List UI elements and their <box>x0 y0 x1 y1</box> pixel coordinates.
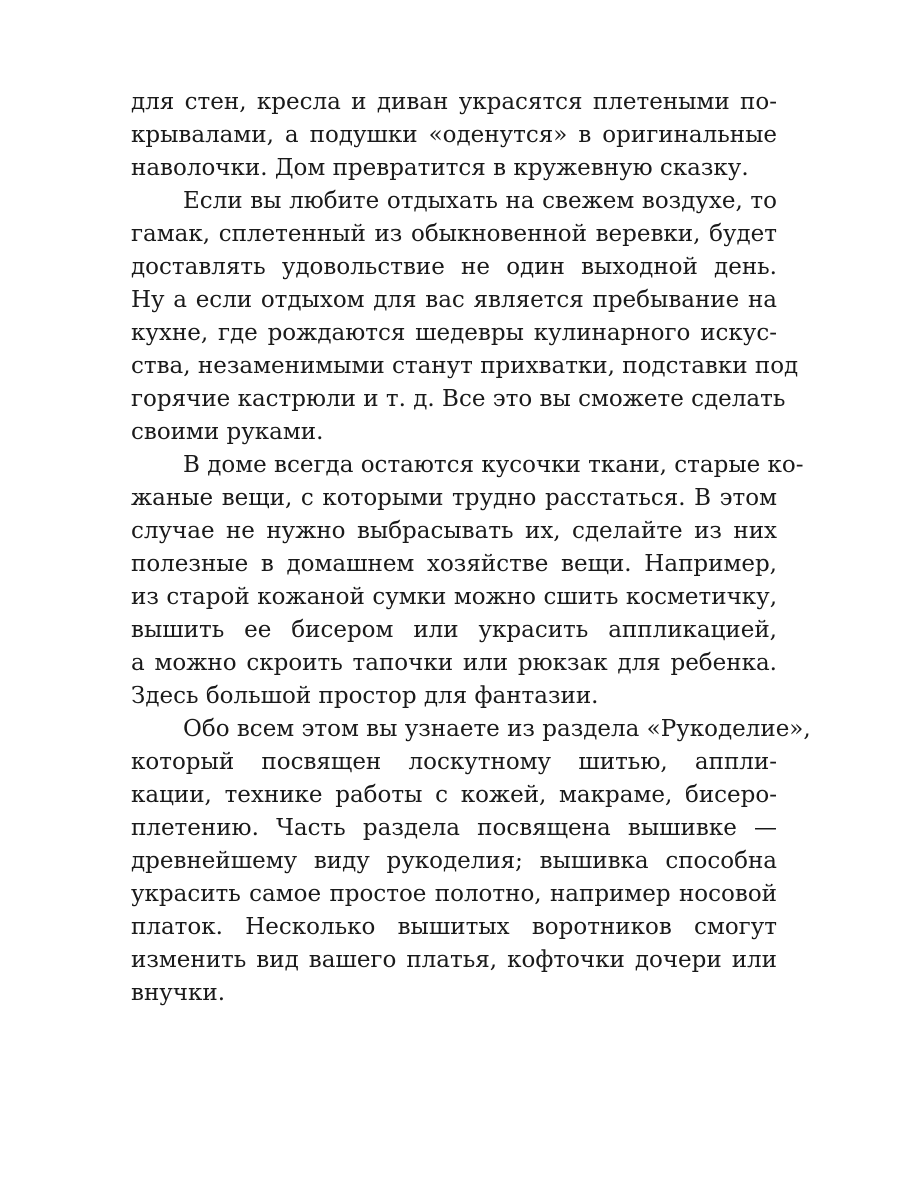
text-line: наволочки. Дом превратится в кружевную сказку. <box>131 155 749 181</box>
text-line: случае не нужно выбрасывать их, сделайте из них <box>131 518 777 544</box>
paragraph <box>131 449 804 713</box>
text-line: для стен, кресла и диван украсятся плетеными по- <box>131 89 777 115</box>
text-line: Здесь большой простор для фантазии. <box>131 683 599 709</box>
text-line: ства, незаменимыми станут прихватки, подставки под <box>131 353 799 379</box>
text-line: кации, технике работы с кожей, макраме, бисеро- <box>131 782 777 808</box>
text-line: украсить самое простое полотно, например носовой <box>131 881 777 907</box>
text-line: крывалами, а подушки «оденутся» в оригинальные <box>131 122 777 148</box>
text-line: Если вы любите отдыхать на свежем воздухе, то <box>183 188 777 214</box>
text-line: В доме всегда остаются кусочки ткани, старые ко- <box>183 452 804 478</box>
text-line: плетению. Часть раздела посвящена вышивке — <box>131 815 777 841</box>
text-line: Ну а если отдыхом для вас является пребывание на <box>131 287 777 313</box>
text-line: древнейшему виду рукоделия; вышивка способна <box>131 848 777 874</box>
text-line: а можно скроить тапочки или рюкзак для ребенка. <box>131 650 777 676</box>
paragraph <box>131 185 799 449</box>
text-line: полезные в домашнем хозяйстве вещи. Например, <box>131 551 777 577</box>
text-line: гамак, сплетенный из обыкновенной веревки, будет <box>131 221 777 247</box>
text-line: платок. Несколько вышитых воротников смогут <box>131 914 777 940</box>
text-line: внучки. <box>131 980 226 1006</box>
paragraph <box>131 86 777 185</box>
text-line: кухне, где рождаются шедевры кулинарного искус- <box>131 320 777 346</box>
text-line: доставлять удовольствие не один выходной день. <box>131 254 777 280</box>
text-line: своими руками. <box>131 419 324 445</box>
text-line: который посвящен лоскутному шитью, аппли- <box>131 749 777 775</box>
paragraph <box>131 713 811 1010</box>
text-line: жаные вещи, с которыми трудно расстаться. В этом <box>131 485 777 511</box>
text-line: вышить ее бисером или украсить аппликацией, <box>131 617 777 643</box>
text-line: изменить вид вашего платья, кофточки дочери или <box>131 947 777 973</box>
body-text <box>131 86 811 1010</box>
text-line: горячие кастрюли и т. д. Все это вы сможете сделать <box>131 386 786 412</box>
text-line: из старой кожаной сумки можно сшить косметичку, <box>131 584 777 610</box>
text-line: Обо всем этом вы узнаете из раздела «Рукоделие», <box>183 716 811 742</box>
